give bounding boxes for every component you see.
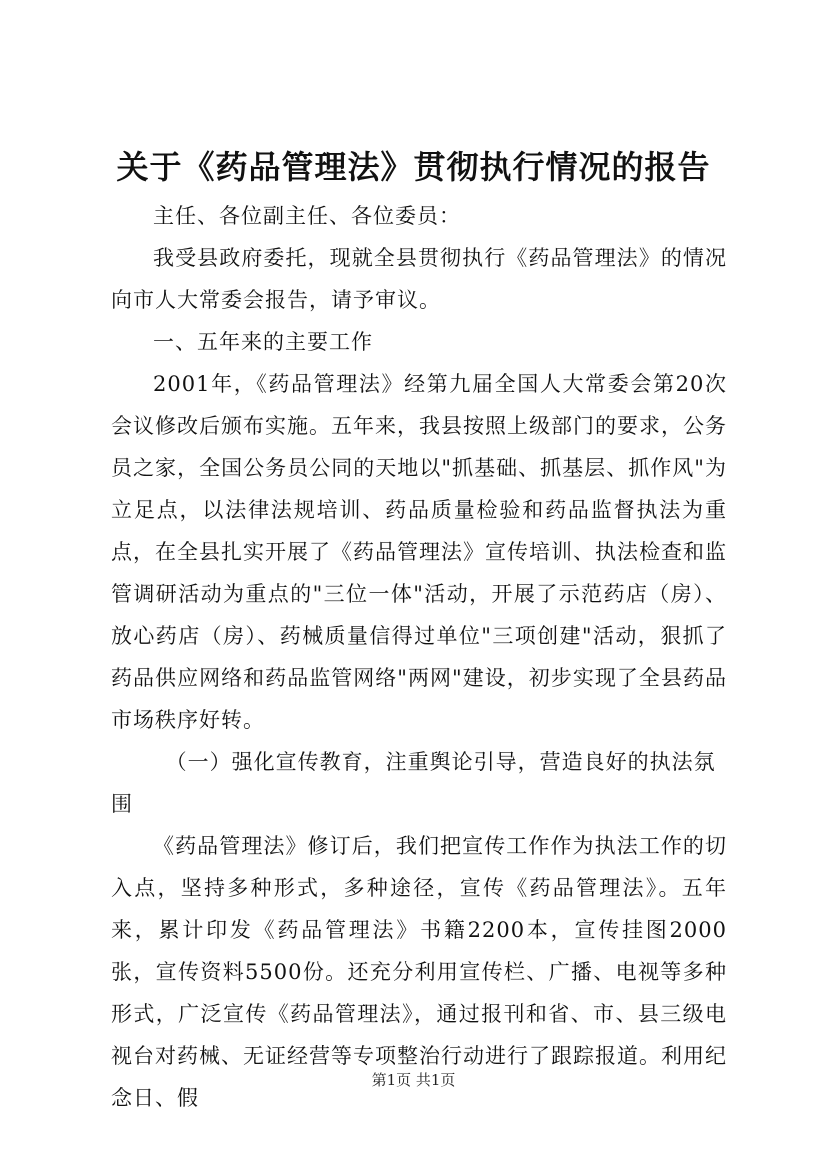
page-footer: 第1页 共1页 bbox=[371, 1071, 456, 1089]
salutation: 主任、各位副主任、各位委员： bbox=[153, 204, 461, 228]
section-heading-1: 一、五年来的主要工作 bbox=[153, 330, 373, 354]
document-body bbox=[111, 195, 727, 1119]
subsection-heading-1: （一）强化宣传教育，注重舆论引导，营造良好的执法氛围 bbox=[111, 750, 716, 816]
section-1-paragraph: 2001年，《药品管理法》经第九届全国人大常委会第20次会议修改后颁布实施。五年来，我县按照上级部门的要求，公务员之家，全国公务员公同的天地以"抓基础、抓基层、抓作风"为立足点，以法律法规培训、药品质量检验和药品监督执法为重点，在全县扎实开展了《药品管理法》宣传培训、执法检查和监管调研活动为重点的"三位一体"活动，开展了示范药店（房）、放心药店（房）、药械质量信得过单位"三项创建"活动，狠抓了药品供应网络和药品监管网络"两网"建设，初步实现了全县药品市场秩序好转。 bbox=[111, 372, 727, 732]
intro-paragraph: 我受县政府委托，现就全县贯彻执行《药品管理法》的情况向市人大常委会报告，请予审议。 bbox=[111, 246, 727, 312]
document-title: 关于《药品管理法》贯彻执行情况的报告 bbox=[116, 148, 711, 186]
subsection-1-paragraph: 《药品管理法》修订后，我们把宣传工作作为执法工作的切入点，坚持多种形式，多种途径，宣传《药品管理法》。五年来，累计印发《药品管理法》书籍2200本，宣传挂图2000张，宣传资料5500份。还充分利用宣传栏、广播、电视等多种形式，广泛宣传《药品管理法》，通过报刊和省、市、县三级电视台对药械、无证经营等专项整治行动进行了跟踪报道。利用纪念日、假 bbox=[111, 834, 727, 1110]
